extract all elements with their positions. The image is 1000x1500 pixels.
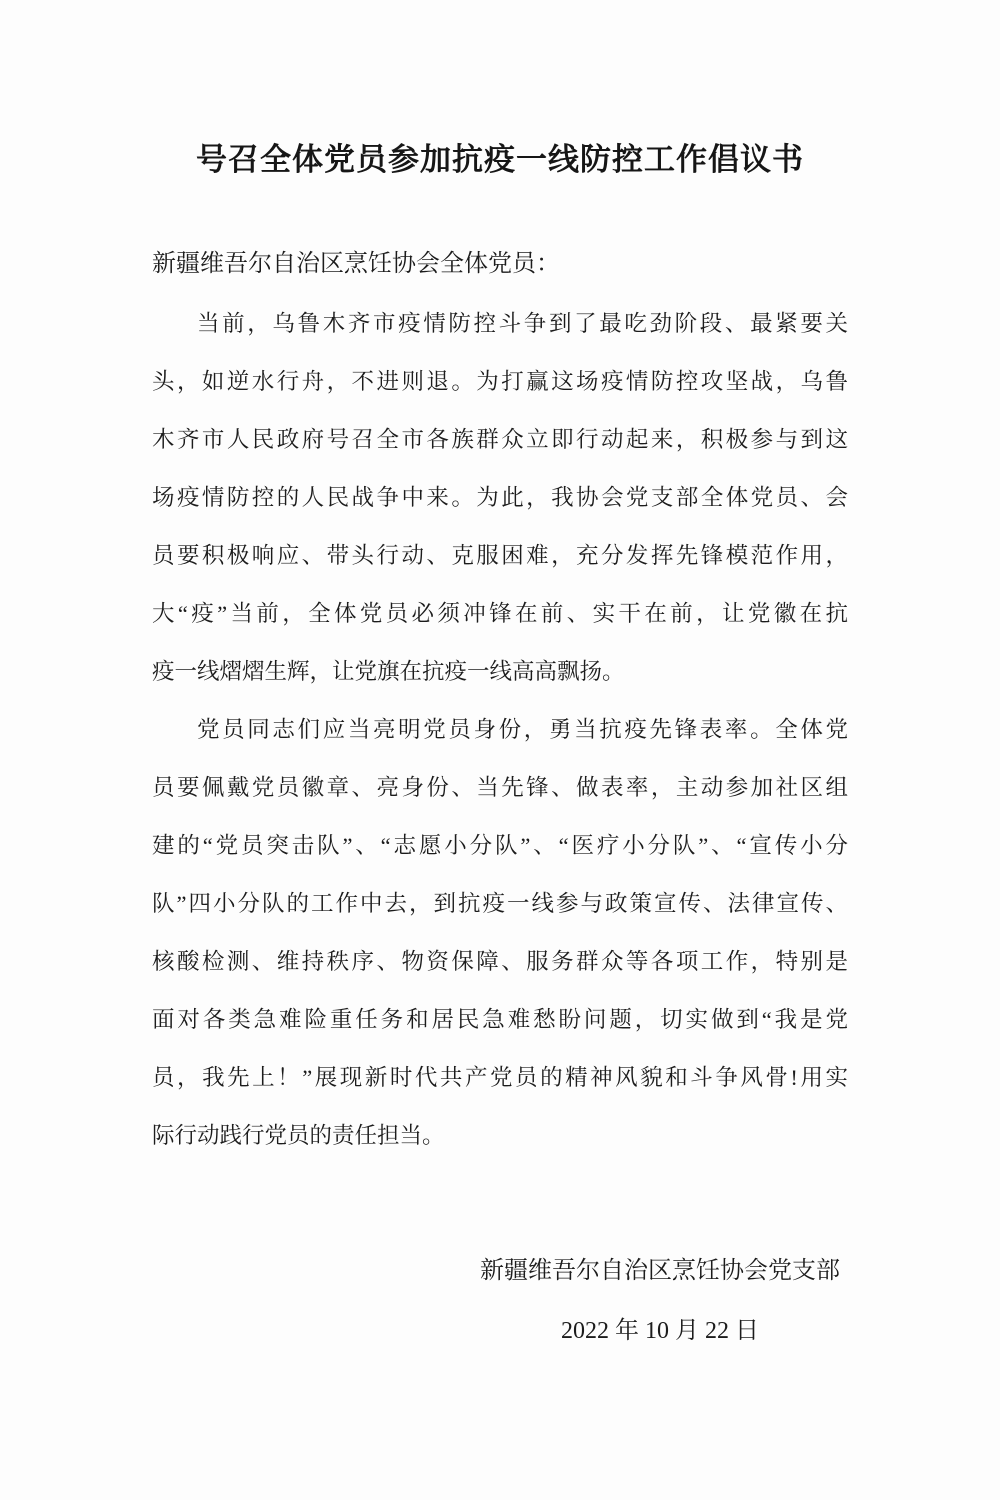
body-line: 际行动践行党员的责任担当。 [152, 1123, 445, 1148]
body-line: 大“疫”当前，全体党员必须冲锋在前、实干在前，让党徽在抗 [152, 601, 848, 626]
body-line: 面对各类急难险重任务和居民急难愁盼问题，切实做到“我是党 [152, 1007, 848, 1032]
signature-line: 新疆维吾尔自治区烹饪协会党支部 [480, 1258, 840, 1284]
document-body [152, 295, 848, 1165]
body-line: 员要佩戴党员徽章、亮身份、当先锋、做表率，主动参加社区组 [152, 775, 848, 800]
date-line: 2022 年 10 月 22 日 [561, 1318, 759, 1344]
body-line: 疫一线熠熠生辉，让党旗在抗疫一线高高飘扬。 [152, 659, 625, 684]
body-line: 建的“党员突击队”、“志愿小分队”、“医疗小分队”、“宣传小分 [152, 833, 848, 858]
body-line: 场疫情防控的人民战争中来。为此，我协会党支部全体党员、会 [152, 485, 848, 510]
body-line: 党员同志们应当亮明党员身份，勇当抗疫先锋表率。全体党 [197, 717, 848, 742]
document-title: 号召全体党员参加抗疫一线防控工作倡议书 [196, 142, 804, 177]
body-line: 当前，乌鲁木齐市疫情防控斗争到了最吃劲阶段、最紧要关 [197, 311, 848, 336]
body-line: 头，如逆水行舟，不进则退。为打赢这场疫情防控攻坚战，乌鲁 [152, 369, 848, 394]
salutation-line: 新疆维吾尔自治区烹饪协会全体党员： [152, 251, 560, 277]
body-line: 员要积极响应、带头行动、克服困难，充分发挥先锋模范作用， [152, 543, 848, 568]
body-line: 员，我先上！”展现新时代共产党员的精神风貌和斗争风骨!用实 [152, 1065, 848, 1090]
body-line: 队”四小分队的工作中去，到抗疫一线参与政策宣传、法律宣传、 [152, 891, 848, 916]
body-line: 核酸检测、维持秩序、物资保障、服务群众等各项工作，特别是 [152, 949, 848, 974]
body-line: 木齐市人民政府号召全市各族群众立即行动起来，积极参与到这 [152, 427, 848, 452]
